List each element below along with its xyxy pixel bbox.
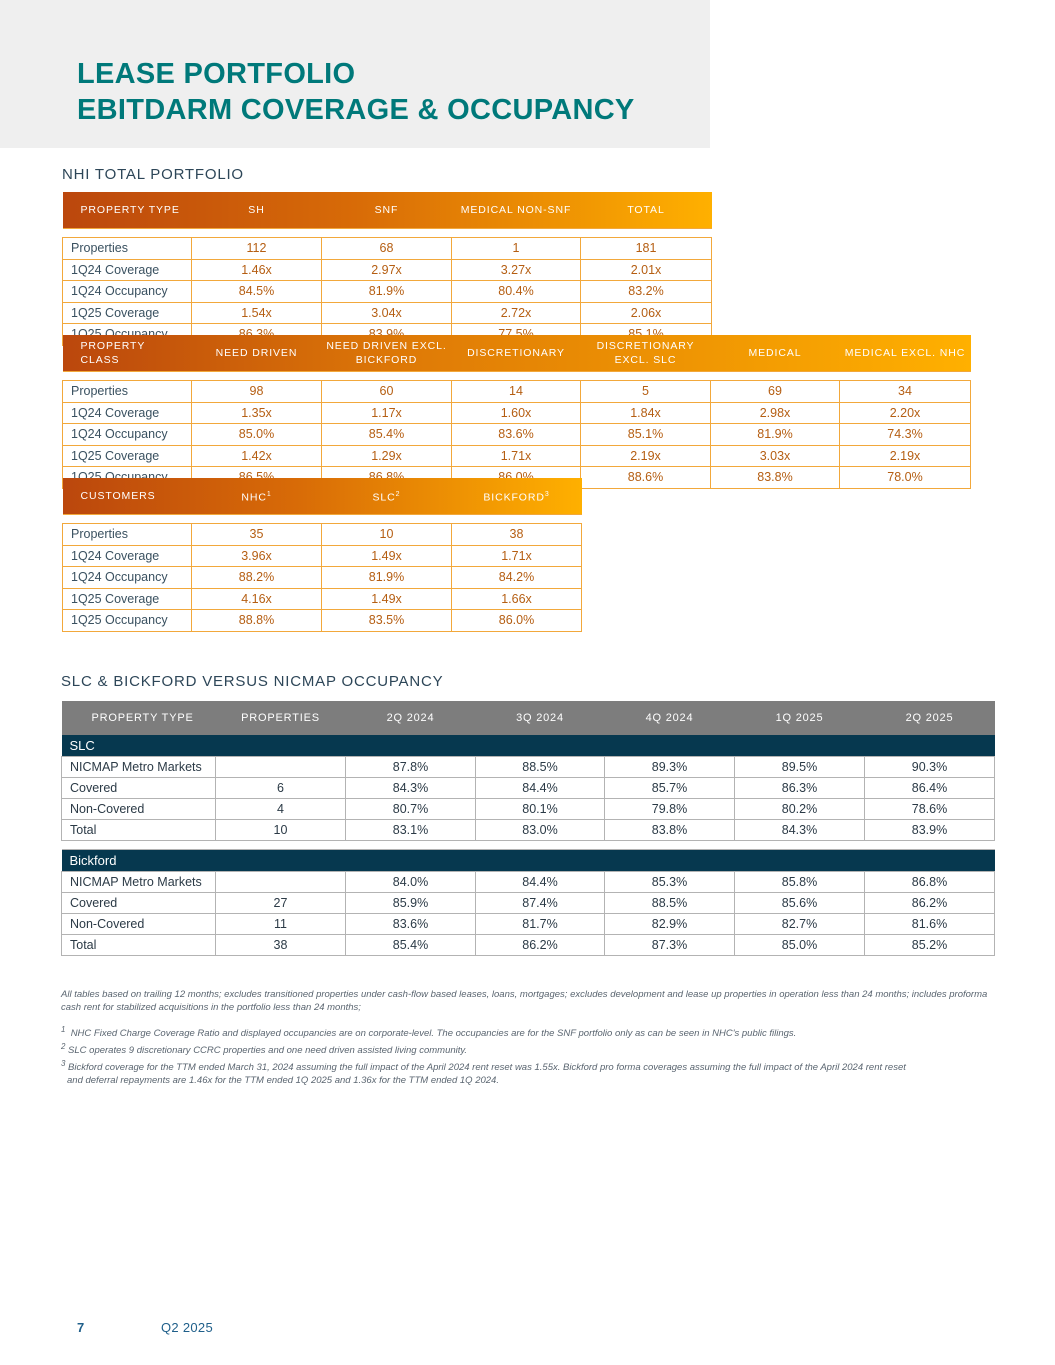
table-cell: 77.5% [452,324,581,346]
table-cell: 27 [216,893,346,914]
table-cell: 38 [216,935,346,956]
table-row [62,778,995,799]
table-cell: 85.8% [735,872,865,893]
customers-table [62,478,582,632]
table-cell: 68 [322,238,452,260]
table-row [62,757,995,778]
table-cell: 89.5% [735,757,865,778]
table-cell: 1.49x [322,545,452,567]
table-cell: 87.4% [476,893,605,914]
table-cell: 79.8% [605,799,735,820]
table-cell: 3.27x [452,259,581,281]
table-cell: 83.2% [581,281,712,303]
table-cell: 38 [452,524,582,546]
group-row-slc [62,735,995,757]
table-cell: 81.9% [711,424,840,446]
table-cell: 83.9% [865,820,995,841]
table-row [62,872,995,893]
table-spacer [62,841,995,850]
table-spacer [63,229,712,238]
table-row [63,567,582,589]
header-text: NHC [241,491,267,504]
table-cell: 2.20x [840,402,971,424]
column-header [192,478,322,515]
table-cell: 2.98x [711,402,840,424]
table-cell: 3.96x [192,545,322,567]
table-cell: 81.7% [476,914,605,935]
table-cell: 85.3% [605,872,735,893]
row-label: Properties [63,238,192,260]
page-title-line2: EBITDARM COVERAGE & OCCUPANCY [77,94,635,126]
table-cell: 60 [322,381,452,403]
table-cell: 90.3% [865,757,995,778]
table-spacer [63,515,582,524]
table-cell: 98 [192,381,322,403]
table-cell: 88.5% [476,757,605,778]
column-header: 2Q 2025 [865,701,995,735]
table-cell: 86.2% [865,893,995,914]
column-header: PROPERTY TYPE [80,204,180,216]
table-cell: 86.3% [735,778,865,799]
table-cell: 84.2% [452,567,582,589]
table-cell [216,872,346,893]
table-cell: 14 [452,381,581,403]
property-type-table [62,192,712,346]
table-cell: 2.97x [322,259,452,281]
header-text: BICKFORD [483,491,545,504]
table-cell: 85.4% [346,935,476,956]
table-cell: 1.84x [581,402,711,424]
table-cell: 86.5% [192,467,322,489]
table-cell: 34 [840,381,971,403]
general-note: All tables based on trailing 12 months; excludes transitioned properties under cash-flow based leases, loans, mortgages; excludes development and lease up properties in operation less than 24 months; includes proforma cash rent for stabilized acquisitions in the portfolio less than 24 months; [61,989,988,1013]
column-header: MEDICAL EXCL. NHC [844,347,966,359]
group-row-bickford [62,850,995,872]
footnote-mark: 1 [266,490,272,498]
table-cell: 83.6% [452,424,581,446]
table-cell: 1.46x [192,259,322,281]
table-cell: 85.0% [192,424,322,446]
row-label: 1Q25 Occupancy [63,324,192,346]
property-class-header-row [63,335,971,372]
row-label: 1Q24 Coverage [63,545,192,567]
table-cell: 83.8% [711,467,840,489]
table-cell: 10 [216,820,346,841]
table-cell: 86.4% [865,778,995,799]
table-cell: 2.06x [581,302,712,324]
footnote-text: NHC Fixed Charge Coverage Ratio and displayed occupancies are on corporate-level. The occupancies are for the SNF portfolio only as can be seen in NHC's public filings. [70,1028,797,1040]
table-cell: 80.7% [346,799,476,820]
table-cell: 85.0% [735,935,865,956]
row-label: 1Q25 Occupancy [63,467,192,489]
table-cell: 88.5% [605,893,735,914]
customers-header-row [63,478,582,515]
header-band [0,0,710,148]
nicmap-section-label: SLC & BICKFORD VERSUS NICMAP OCCUPANCY [61,673,444,690]
table-cell: 84.4% [476,778,605,799]
row-label: 1Q24 Coverage [63,259,192,281]
table-cell: 3.03x [711,445,840,467]
row-label: Properties [63,381,192,403]
table-cell: 81.9% [322,567,452,589]
table-row [62,935,995,956]
footnote-mark: 3 [544,490,550,498]
table-cell: 4 [216,799,346,820]
table-cell: 80.1% [476,799,605,820]
table-cell: 10 [322,524,452,546]
row-label: 1Q24 Occupancy [63,424,192,446]
table-cell: 86.0% [452,610,582,632]
table-cell: 1.71x [452,545,582,567]
table-cell: 86.3% [192,324,322,346]
property-type-header-row [63,192,712,229]
page-title-line1: LEASE PORTFOLIO [77,58,356,90]
table-row [63,302,712,324]
column-header: PROPERTY CLASS [80,340,146,366]
footnote-mark: 1 [61,1025,66,1034]
column-header: 4Q 2024 [605,701,735,735]
table-cell: 2.01x [581,259,712,281]
table-cell: 87.8% [346,757,476,778]
column-header: PROPERTY TYPE [62,701,216,735]
table-cell: 89.3% [605,757,735,778]
header-line: NEED DRIVEN EXCL. [326,340,447,352]
column-header: MEDICAL NON-SNF [460,204,572,216]
table-cell: 1.71x [452,445,581,467]
footnote-mark: 2 [395,490,401,498]
table-cell: 83.9% [322,324,452,346]
table-cell: 84.0% [346,872,476,893]
table-cell: 86.2% [476,935,605,956]
table-cell: 85.4% [322,424,452,446]
page-number: 7 [77,1320,85,1335]
property-class-table [62,335,971,489]
report-quarter: Q2 2025 [161,1320,213,1335]
table-row [62,799,995,820]
table-row [63,524,582,546]
table-row [63,381,971,403]
footnotes [61,988,996,1087]
table-cell: 3.04x [322,302,452,324]
table-row [62,914,995,935]
table-cell: 1.54x [192,302,322,324]
table-cell: 85.1% [581,324,712,346]
row-label: 1Q24 Occupancy [63,567,192,589]
portfolio-section-label: NHI TOTAL PORTFOLIO [62,166,244,183]
row-label: NICMAP Metro Markets [62,757,216,778]
table-cell: 1 [452,238,581,260]
column-header [322,478,452,515]
group-label: SLC [62,735,995,757]
table-cell: 5 [581,381,711,403]
page-title [77,56,635,128]
table-cell: 85.2% [865,935,995,956]
table-row [63,259,712,281]
column-header [581,335,711,372]
table-row [63,610,582,632]
table-cell: 1.29x [322,445,452,467]
column-header: SH [248,204,265,216]
table-cell: 86.8% [322,467,452,489]
footnote [61,1040,996,1057]
column-header: PROPERTIES [216,701,346,735]
table-cell: 86.0% [452,467,581,489]
table-spacer [63,372,971,381]
table-cell: 85.1% [581,424,711,446]
column-header: DISCRETIONARY [467,347,565,359]
row-label: 1Q24 Coverage [63,402,192,424]
table-cell: 35 [192,524,322,546]
column-header: 1Q 2025 [735,701,865,735]
nicmap-occupancy-table [61,701,995,956]
row-label: 1Q25 Coverage [63,302,192,324]
column-header: CUSTOMERS [80,490,156,502]
table-row [63,238,712,260]
row-label: NICMAP Metro Markets [62,872,216,893]
column-header: SNF [374,204,399,216]
column-header [322,335,452,372]
table-row [63,545,582,567]
table-cell: 4.16x [192,588,322,610]
table-cell: 11 [216,914,346,935]
table-row [62,893,995,914]
row-label: Covered [62,778,216,799]
table-cell: 86.8% [865,872,995,893]
table-cell: 85.6% [735,893,865,914]
header-line: EXCL. SLC [614,354,677,366]
column-header: MEDICAL [748,347,802,359]
group-label: Bickford [62,850,995,872]
footnote-mark: 2 [61,1042,66,1052]
table-cell: 84.3% [346,778,476,799]
table-cell: 84.4% [476,872,605,893]
row-label: Total [62,820,216,841]
column-header: NEED DRIVEN [215,347,298,359]
table-cell: 84.3% [735,820,865,841]
table-cell: 1.66x [452,588,582,610]
table-row [63,588,582,610]
table-cell: 1.42x [192,445,322,467]
table-cell: 1.35x [192,402,322,424]
table-cell: 81.6% [865,914,995,935]
column-header: 2Q 2024 [346,701,476,735]
table-cell: 83.0% [476,820,605,841]
table-cell: 1.60x [452,402,581,424]
footnote-text-continued: and deferral repayments are 1.46x for the TTM ended 1Q 2025 and 1.36x for the TTM ended 1Q 2024. [67,1075,499,1087]
column-header [452,478,582,515]
table-cell: 83.6% [346,914,476,935]
table-cell: 1.49x [322,588,452,610]
row-label: 1Q25 Occupancy [63,610,192,632]
footnote-text: SLC operates 9 discretionary CCRC properties and one need driven assisted living community. [68,1045,468,1057]
header-line: BICKFORD [355,354,418,366]
table-cell: 78.0% [840,467,971,489]
table-cell: 81.9% [322,281,452,303]
table-cell: 69 [711,381,840,403]
table-cell: 2.72x [452,302,581,324]
footnote-text: Bickford coverage for the TTM ended March 31, 2024 assuming the full impact of the April 2024 rent reset was 1.55x. Bickford pro forma coverages assuming the full impact of the April 2024 rent reset [68,1062,906,1074]
table-cell: 82.9% [605,914,735,935]
table-cell: 84.5% [192,281,322,303]
table-cell: 83.1% [346,820,476,841]
table-row [63,445,971,467]
table-cell: 82.7% [735,914,865,935]
table-cell: 88.2% [192,567,322,589]
row-label: Total [62,935,216,956]
table-row [62,820,995,841]
table-cell: 74.3% [840,424,971,446]
row-label: Covered [62,893,216,914]
table-cell: 85.7% [605,778,735,799]
header-text: SLC [372,491,396,504]
table-cell: 88.8% [192,610,322,632]
table-cell: 2.19x [581,445,711,467]
table-cell: 112 [192,238,322,260]
row-label: Properties [63,524,192,546]
table-cell: 78.6% [865,799,995,820]
row-label: Non-Covered [62,914,216,935]
nicmap-header-row [62,701,995,735]
footnote [61,1057,996,1087]
footnote [61,1023,996,1040]
column-header: 3Q 2024 [476,701,605,735]
row-label: 1Q24 Occupancy [63,281,192,303]
column-header: TOTAL [627,204,665,216]
table-row [63,424,971,446]
table-cell: 2.19x [840,445,971,467]
header-line: DISCRETIONARY [596,340,695,352]
table-cell: 85.9% [346,893,476,914]
table-cell: 181 [581,238,712,260]
table-cell: 80.2% [735,799,865,820]
table-cell [216,757,346,778]
table-cell: 80.4% [452,281,581,303]
table-cell: 6 [216,778,346,799]
table-row [63,281,712,303]
table-cell: 87.3% [605,935,735,956]
table-cell: 83.8% [605,820,735,841]
row-label: 1Q25 Coverage [63,588,192,610]
table-cell: 1.17x [322,402,452,424]
row-label: 1Q25 Coverage [63,445,192,467]
table-cell: 83.5% [322,610,452,632]
row-label: Non-Covered [62,799,216,820]
table-cell: 88.6% [581,467,711,489]
footnote-mark: 3 [61,1059,66,1069]
table-row [63,402,971,424]
